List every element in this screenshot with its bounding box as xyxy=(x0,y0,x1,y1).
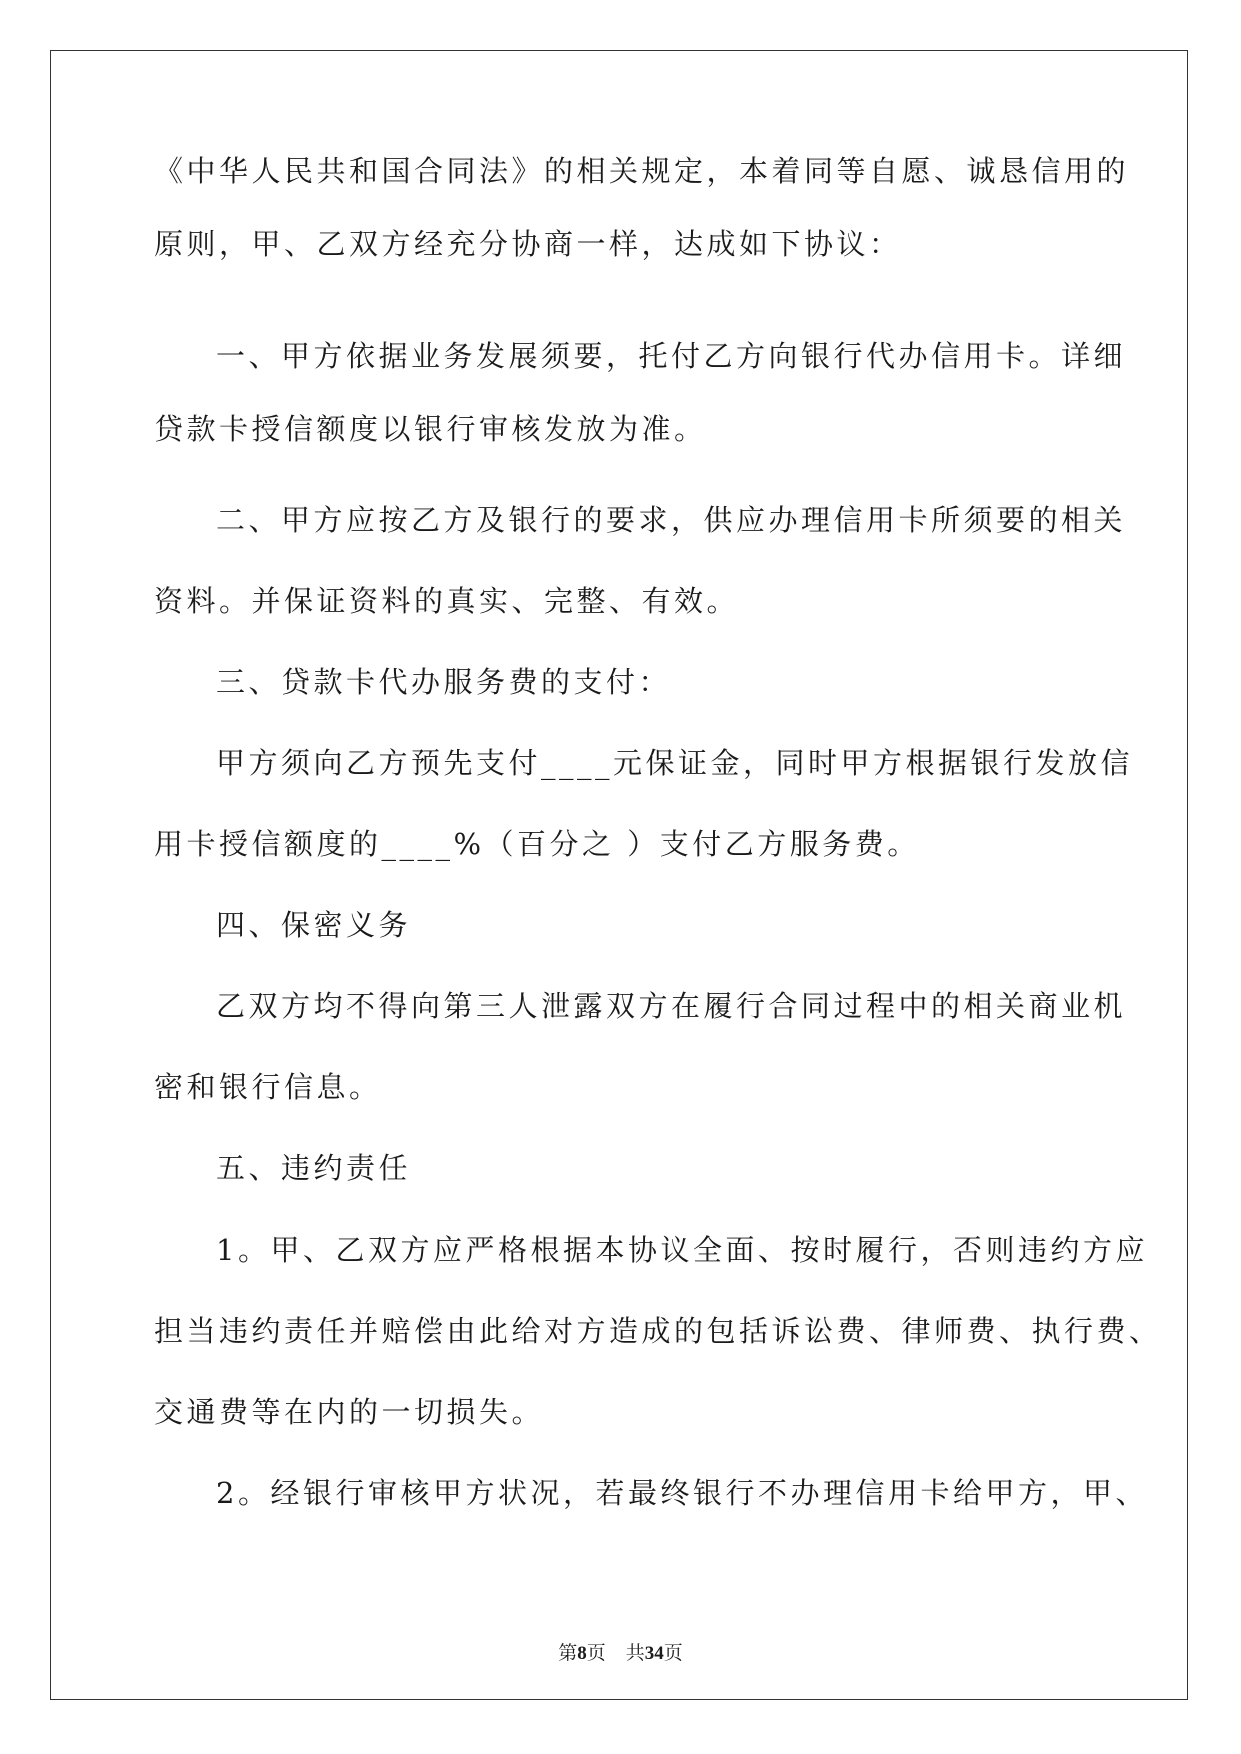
text-line: 《中华人民共和国合同法》的相关规定，本着同等自愿、诚恳信用的 xyxy=(154,154,1130,188)
text-line: 密和银行信息。 xyxy=(154,1070,382,1104)
total-suffix: 页 xyxy=(663,1643,683,1664)
text-line: 交通费等在内的一切损失。 xyxy=(154,1395,545,1429)
page-prefix: 第 xyxy=(558,1643,578,1664)
text-line: 资料。并保证资料的真实、完整、有效。 xyxy=(154,584,740,618)
current-page-number: 8 xyxy=(577,1643,587,1664)
total-page-count: 34 xyxy=(644,1643,664,1664)
text-line: 2。经银行审核甲方状况，若最终银行不办理信用卡给甲方，甲、 xyxy=(216,1476,1148,1510)
total-prefix: 共 xyxy=(625,1643,645,1664)
text-line: 甲方须向乙方预先支付____元保证金，同时甲方根据银行发放信 xyxy=(216,746,1134,780)
text-line: 一、甲方依据业务发展须要，托付乙方向银行代办信用卡。详细 xyxy=(216,339,1127,373)
text-line: 原则，甲、乙双方经充分协商一样，达成如下协议： xyxy=(154,227,902,261)
text-line: 二、甲方应按乙方及银行的要求，供应办理信用卡所须要的相关 xyxy=(216,503,1127,537)
text-line: 贷款卡授信额度以银行审核发放为准。 xyxy=(154,412,707,446)
text-line: 1。甲、乙双方应严格根据本协议全面、按时履行，否则违约方应 xyxy=(216,1233,1148,1267)
text-line: 五、违约责任 xyxy=(216,1151,412,1185)
text-line: 乙双方均不得向第三人泄露双方在履行合同过程中的相关商业机 xyxy=(216,989,1127,1023)
page-suffix: 页 xyxy=(586,1643,606,1664)
text-line: 用卡授信额度的____%（百分之 ）支付乙方服务费。 xyxy=(154,827,920,861)
text-line: 四、保密义务 xyxy=(216,908,412,942)
page-border xyxy=(50,50,1188,1700)
text-line: 三、贷款卡代办服务费的支付： xyxy=(216,665,672,699)
page-footer xyxy=(0,1642,1241,1666)
text-line: 担当违约责任并赔偿由此给对方造成的包括诉讼费、律师费、执行费、 xyxy=(154,1314,1162,1348)
